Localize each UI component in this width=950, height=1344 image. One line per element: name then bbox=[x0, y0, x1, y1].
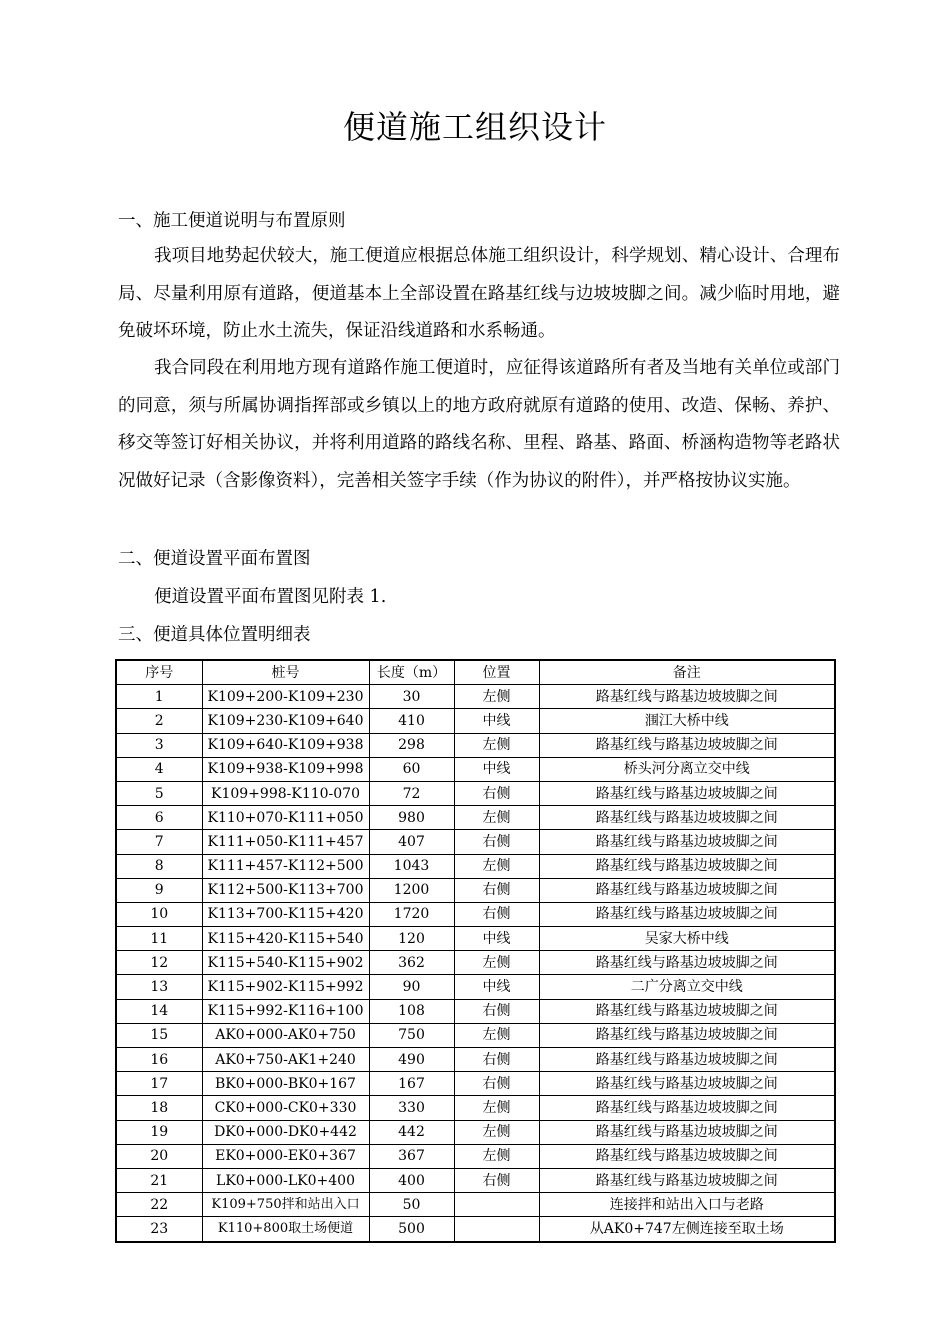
header-chainage: 桩号 bbox=[202, 660, 369, 685]
table-row bbox=[116, 806, 835, 830]
cell-length: 72 bbox=[369, 781, 454, 805]
cell-index: 12 bbox=[116, 951, 202, 975]
section-2-text: 便道设置平面布置图见附表 1. bbox=[154, 587, 387, 607]
cell-position: 左侧 bbox=[454, 806, 539, 830]
cell-chainage: K109+998-K110-070 bbox=[202, 781, 369, 805]
cell-position: 左侧 bbox=[454, 1023, 539, 1047]
cell-remarks: 二广分离立交中线 bbox=[539, 975, 835, 999]
cell-chainage: K109+938-K109+998 bbox=[202, 757, 369, 781]
cell-length: 980 bbox=[369, 806, 454, 830]
cell-chainage: K111+457-K112+500 bbox=[202, 854, 369, 878]
cell-remarks: 连接拌和站出入口与老路 bbox=[539, 1193, 835, 1217]
cell-chainage: K109+750拌和站出入口 bbox=[202, 1193, 369, 1217]
cell-remarks: 路基红线与路基边坡坡脚之间 bbox=[539, 854, 835, 878]
cell-remarks: 从AK0+747左侧连接至取土场 bbox=[539, 1217, 835, 1242]
table-row bbox=[116, 1168, 835, 1192]
cell-remarks: 路基红线与路基边坡坡脚之间 bbox=[539, 902, 835, 926]
cell-chainage: K115+540-K115+902 bbox=[202, 951, 369, 975]
cell-length: 407 bbox=[369, 830, 454, 854]
table-row bbox=[116, 1072, 835, 1096]
cell-position bbox=[454, 1217, 539, 1242]
cell-position: 右侧 bbox=[454, 1048, 539, 1072]
cell-position: 右侧 bbox=[454, 830, 539, 854]
table-row bbox=[116, 1193, 835, 1217]
cell-chainage: K112+500-K113+700 bbox=[202, 878, 369, 902]
cell-chainage: BK0+000-BK0+167 bbox=[202, 1072, 369, 1096]
cell-length: 60 bbox=[369, 757, 454, 781]
table-row bbox=[116, 1023, 835, 1047]
cell-position: 右侧 bbox=[454, 902, 539, 926]
cell-length: 90 bbox=[369, 975, 454, 999]
cell-position: 中线 bbox=[454, 975, 539, 999]
cell-chainage: EK0+000-EK0+367 bbox=[202, 1144, 369, 1168]
cell-position: 右侧 bbox=[454, 781, 539, 805]
cell-index: 7 bbox=[116, 830, 202, 854]
cell-remarks: 路基红线与路基边坡坡脚之间 bbox=[539, 1144, 835, 1168]
header-remarks: 备注 bbox=[539, 660, 835, 685]
page-title: 便道施工组织设计 bbox=[342, 108, 607, 146]
cell-index: 16 bbox=[116, 1048, 202, 1072]
table-row bbox=[116, 951, 835, 975]
table-row bbox=[116, 1144, 835, 1168]
header-position: 位置 bbox=[454, 660, 539, 685]
cell-position: 中线 bbox=[454, 927, 539, 951]
cell-position: 左侧 bbox=[454, 1120, 539, 1144]
cell-length: 30 bbox=[369, 685, 454, 709]
cell-remarks: 路基红线与路基边坡坡脚之间 bbox=[539, 1048, 835, 1072]
cell-remarks: 吴家大桥中线 bbox=[539, 927, 835, 951]
cell-index: 5 bbox=[116, 781, 202, 805]
cell-position: 右侧 bbox=[454, 1168, 539, 1192]
cell-chainage: K115+992-K116+100 bbox=[202, 999, 369, 1023]
cell-remarks: 路基红线与路基边坡坡脚之间 bbox=[539, 1072, 835, 1096]
cell-index: 11 bbox=[116, 927, 202, 951]
section-1-paragraph-2: 我合同段在利用地方现有道路作施工便道时，应征得该道路所有者及当地有关单位或部门的同意，须与所属协调指挥部或乡镇以上的地方政府就原有道路的使用、改造、保畅、养护、移交等签订好相关协议，并将利用道路的路线名称、里程、路基、路面、桥涵构造物等老路状况做好记录（含影像资料），完善相关签字手续（作为协议的附件），并严格按协议实施。 bbox=[118, 358, 840, 491]
cell-length: 490 bbox=[369, 1048, 454, 1072]
cell-remarks: 路基红线与路基边坡坡脚之间 bbox=[539, 999, 835, 1023]
cell-remarks: 路基红线与路基边坡坡脚之间 bbox=[539, 806, 835, 830]
cell-chainage: K113+700-K115+420 bbox=[202, 902, 369, 926]
section-2-heading: 二、便道设置平面布置图 bbox=[118, 549, 311, 569]
cell-index: 18 bbox=[116, 1096, 202, 1120]
cell-index: 13 bbox=[116, 975, 202, 999]
cell-chainage: K109+230-K109+640 bbox=[202, 709, 369, 733]
table-row bbox=[116, 781, 835, 805]
cell-remarks: 路基红线与路基边坡坡脚之间 bbox=[539, 1023, 835, 1047]
cell-length: 442 bbox=[369, 1120, 454, 1144]
cell-remarks: 涠江大桥中线 bbox=[539, 709, 835, 733]
cell-length: 367 bbox=[369, 1144, 454, 1168]
cell-index: 1 bbox=[116, 685, 202, 709]
table-row bbox=[116, 1048, 835, 1072]
cell-chainage: LK0+000-LK0+400 bbox=[202, 1168, 369, 1192]
cell-index: 21 bbox=[116, 1168, 202, 1192]
cell-index: 22 bbox=[116, 1193, 202, 1217]
cell-index: 6 bbox=[116, 806, 202, 830]
cell-position: 左侧 bbox=[454, 854, 539, 878]
header-length: 长度（m） bbox=[369, 660, 454, 685]
cell-length: 362 bbox=[369, 951, 454, 975]
cell-length: 750 bbox=[369, 1023, 454, 1047]
cell-position: 中线 bbox=[454, 709, 539, 733]
cell-position bbox=[454, 1193, 539, 1217]
cell-length: 410 bbox=[369, 709, 454, 733]
table-row bbox=[116, 927, 835, 951]
cell-length: 1720 bbox=[369, 902, 454, 926]
cell-index: 23 bbox=[116, 1217, 202, 1242]
cell-index: 10 bbox=[116, 902, 202, 926]
table-row bbox=[116, 854, 835, 878]
cell-chainage: AK0+750-AK1+240 bbox=[202, 1048, 369, 1072]
table-row bbox=[116, 1120, 835, 1144]
section-3-heading: 三、便道具体位置明细表 bbox=[118, 625, 311, 645]
table-row bbox=[116, 999, 835, 1023]
cell-position: 右侧 bbox=[454, 1072, 539, 1096]
cell-length: 1200 bbox=[369, 878, 454, 902]
cell-remarks: 路基红线与路基边坡坡脚之间 bbox=[539, 878, 835, 902]
cell-index: 8 bbox=[116, 854, 202, 878]
table-row bbox=[116, 733, 835, 757]
table-row bbox=[116, 709, 835, 733]
cell-position: 右侧 bbox=[454, 999, 539, 1023]
cell-index: 9 bbox=[116, 878, 202, 902]
cell-remarks: 路基红线与路基边坡坡脚之间 bbox=[539, 1168, 835, 1192]
cell-index: 17 bbox=[116, 1072, 202, 1096]
cell-length: 50 bbox=[369, 1193, 454, 1217]
cell-index: 19 bbox=[116, 1120, 202, 1144]
cell-length: 298 bbox=[369, 733, 454, 757]
table-row bbox=[116, 1217, 835, 1242]
section-1-heading: 一、施工便道说明与布置原则 bbox=[118, 211, 346, 231]
cell-remarks: 路基红线与路基边坡坡脚之间 bbox=[539, 830, 835, 854]
cell-index: 15 bbox=[116, 1023, 202, 1047]
detail-table bbox=[115, 659, 836, 1243]
section-1-paragraph-1: 我项目地势起伏较大，施工便道应根据总体施工组织设计，科学规划、精心设计、合理布局、尽量利用原有道路，便道基本上全部设置在路基红线与边坡坡脚之间。减少临时用地，避免破坏环境，防止水土流失，保证沿线道路和水系畅通。 bbox=[118, 246, 840, 342]
cell-length: 330 bbox=[369, 1096, 454, 1120]
cell-index: 4 bbox=[116, 757, 202, 781]
cell-position: 左侧 bbox=[454, 1096, 539, 1120]
cell-remarks: 桥头河分离立交中线 bbox=[539, 757, 835, 781]
cell-chainage: K111+050-K111+457 bbox=[202, 830, 369, 854]
cell-length: 1043 bbox=[369, 854, 454, 878]
table-row bbox=[116, 878, 835, 902]
cell-chainage: K110+070-K111+050 bbox=[202, 806, 369, 830]
table-row bbox=[116, 975, 835, 999]
cell-index: 2 bbox=[116, 709, 202, 733]
cell-index: 14 bbox=[116, 999, 202, 1023]
cell-index: 20 bbox=[116, 1144, 202, 1168]
cell-remarks: 路基红线与路基边坡坡脚之间 bbox=[539, 1120, 835, 1144]
cell-chainage: K109+200-K109+230 bbox=[202, 685, 369, 709]
cell-chainage: CK0+000-CK0+330 bbox=[202, 1096, 369, 1120]
table-body bbox=[116, 685, 835, 1242]
table-row bbox=[116, 1096, 835, 1120]
cell-chainage: DK0+000-DK0+442 bbox=[202, 1120, 369, 1144]
cell-length: 500 bbox=[369, 1217, 454, 1242]
cell-position: 左侧 bbox=[454, 1144, 539, 1168]
cell-length: 108 bbox=[369, 999, 454, 1023]
table-row bbox=[116, 685, 835, 709]
cell-remarks: 路基红线与路基边坡坡脚之间 bbox=[539, 1096, 835, 1120]
cell-position: 中线 bbox=[454, 757, 539, 781]
cell-position: 左侧 bbox=[454, 733, 539, 757]
cell-remarks: 路基红线与路基边坡坡脚之间 bbox=[539, 733, 835, 757]
cell-position: 左侧 bbox=[454, 951, 539, 975]
cell-index: 3 bbox=[116, 733, 202, 757]
cell-remarks: 路基红线与路基边坡坡脚之间 bbox=[539, 685, 835, 709]
cell-chainage: K115+420-K115+540 bbox=[202, 927, 369, 951]
table-header-row bbox=[116, 660, 835, 685]
cell-chainage: K110+800取土场便道 bbox=[202, 1217, 369, 1242]
cell-remarks: 路基红线与路基边坡坡脚之间 bbox=[539, 951, 835, 975]
table-row bbox=[116, 830, 835, 854]
table-row bbox=[116, 757, 835, 781]
table-row bbox=[116, 902, 835, 926]
cell-remarks: 路基红线与路基边坡坡脚之间 bbox=[539, 781, 835, 805]
cell-length: 120 bbox=[369, 927, 454, 951]
cell-chainage: K115+902-K115+992 bbox=[202, 975, 369, 999]
cell-chainage: K109+640-K109+938 bbox=[202, 733, 369, 757]
cell-chainage: AK0+000-AK0+750 bbox=[202, 1023, 369, 1047]
cell-length: 400 bbox=[369, 1168, 454, 1192]
cell-position: 左侧 bbox=[454, 685, 539, 709]
header-index: 序号 bbox=[116, 660, 202, 685]
cell-length: 167 bbox=[369, 1072, 454, 1096]
cell-position: 右侧 bbox=[454, 878, 539, 902]
